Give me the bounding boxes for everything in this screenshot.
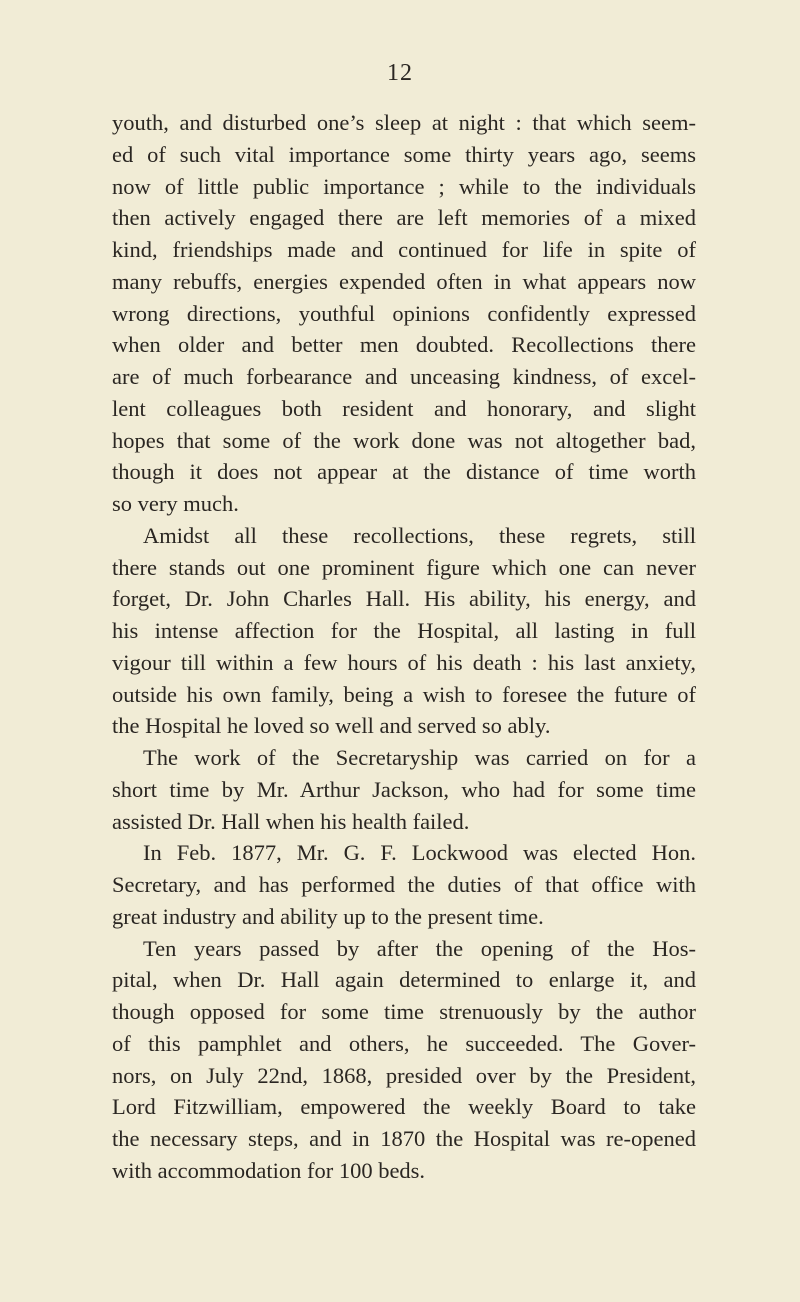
text-line: though opposed for some time strenuously by the author	[112, 999, 696, 1024]
text-line: lent colleagues both resident and honorary, and slight	[112, 395, 696, 421]
text-line: ed of such vital importance some thirty years ago, seems	[112, 141, 696, 167]
text-line: there stands out one prominent figure which one can never	[112, 554, 696, 580]
text-line: vigour till within a few hours of his death : his last anxiety,	[112, 649, 696, 675]
text-line: the necessary steps, and in 1870 the Hospital was re-opened	[112, 1126, 696, 1151]
page-number: 12	[387, 60, 413, 86]
text-line: of this pamphlet and others, he succeeded. The Gover-	[112, 1030, 696, 1056]
text-line: forget, Dr. John Charles Hall. His ability, his energy, and	[112, 586, 696, 612]
text-line: outside his own family, being a wish to foresee the future of	[112, 681, 696, 707]
text-line: pital, when Dr. Hall again determined to enlarge it, and	[112, 967, 696, 993]
text-line: so very much.	[112, 491, 239, 516]
text-line: In Feb. 1877, Mr. G. F. Lockwood was elected Hon.	[143, 840, 696, 866]
body-text	[112, 107, 696, 1187]
text-line: Lord Fitzwilliam, empowered the weekly Board to take	[112, 1094, 696, 1120]
text-line: many rebuffs, energies expended often in what appears now	[112, 268, 696, 294]
text-line: nors, on July 22nd, 1868, presided over by the President,	[112, 1062, 696, 1088]
text-line: wrong directions, youthful opinions confidently expressed	[112, 300, 696, 326]
text-line: Secretary, and has performed the duties of that office with	[112, 872, 696, 897]
text-line: then actively engaged there are left memories of a mixed	[112, 205, 696, 231]
text-line: great industry and ability up to the present time.	[112, 903, 544, 929]
text-line: The work of the Secretaryship was carried on for a	[143, 745, 696, 770]
text-line: now of little public importance ; while to the individuals	[112, 173, 696, 199]
text-line: though it does not appear at the distance of time worth	[112, 459, 696, 485]
text-line: youth, and disturbed one’s sleep at night : that which seem-	[112, 110, 696, 135]
text-line: Amidst all these recollections, these regrets, still	[143, 522, 696, 548]
text-line: his intense affection for the Hospital, all lasting in full	[112, 618, 696, 643]
text-line: are of much forbearance and unceasing kindness, of excel-	[112, 364, 696, 389]
text-line: Ten years passed by after the opening of the Hos-	[143, 935, 696, 961]
text-line: kind, friendships made and continued for life in spite of	[112, 237, 696, 262]
text-line: when older and better men doubted. Recollections there	[112, 332, 696, 358]
text-line: hopes that some of the work done was not altogether bad,	[112, 427, 696, 453]
text-line: the Hospital he loved so well and served so ably.	[112, 713, 551, 739]
text-line: with accommodation for 100 beds.	[112, 1157, 426, 1183]
text-line: short time by Mr. Arthur Jackson, who had for some time	[112, 776, 696, 802]
text-line: assisted Dr. Hall when his health failed.	[112, 808, 470, 834]
